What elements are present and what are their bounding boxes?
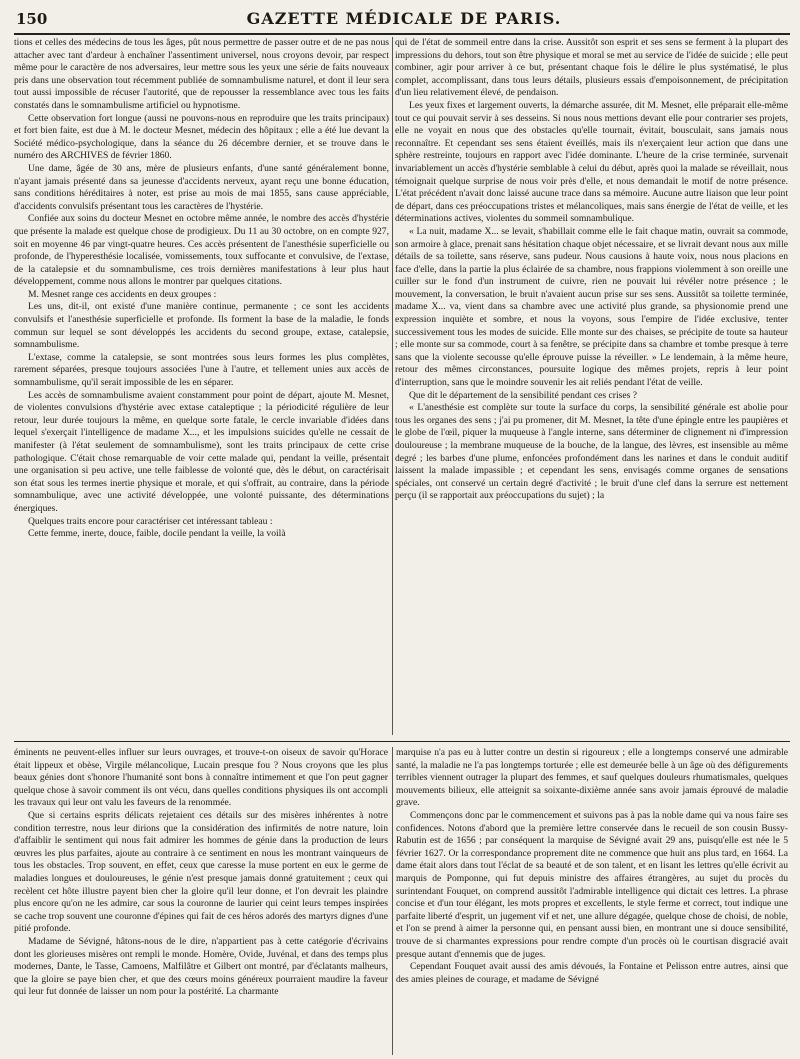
article-right-column	[395, 37, 788, 735]
feuilleton-paragraph: Commençons donc par le commencement et suivons pas à pas la noble dame qui va nous faire ses confidences. Notons d'abord que la première lettre conservée dans le recueil de son cousin Bussy-Rabutin est de 1656 ; par conséquent la marquise de Sévigné avait 29 ans, puisqu'elle est née le 5 février 1627. Or la correspondance proprement dite ne commence que huit ans plus tard, en 1664. La dame était alors dans tout l'éclat de sa beauté et de son talent, et en lisant les lettres qu'elle écrivit au marquis de Pomponne, qui fut depuis ministre des affaires étrangères, au sujet du procès du surintendant Fouquet, on comprend aussitôt l'admirable intelligence qui dictait ces lettres. La phrase concise et d'un tour élégant, les mots propres et excellents, le style ferme et correct, tout indique une parfaite liberté d'esprit, un jugement vif et net, une allure dégagée, quelque chose de choisi, de noble, et l'on se prend à aimer la personne qui, en pensant aussi bien, en montrant une si douce sensibilité, trouve de si charmantes expressions pour rendre compte d'un procès où le courtisan disgracié avait presque autant d'ennemis que de juges.	[396, 809, 788, 960]
article-paragraph: L'extase, comme la catalepsie, se sont montrées sous leurs formes les plus complètes, rarement séparées, presque toujours associées l'une à l'autre, et tellement unies aux accès de somnambulisme, qu'il serait impossible de les en séparer.	[14, 351, 389, 389]
running-header	[14, 6, 794, 32]
article-left-column	[14, 37, 389, 735]
article-paragraph: Que dit le département de la sensibilité pendant ces crises ?	[409, 389, 638, 401]
feuilleton-right-column	[396, 747, 788, 1055]
article-paragraph: Une dame, âgée de 30 ans, mère de plusieurs enfants, d'une santé généralement bonne, n'ayant jamais présenté dans sa jeunesse d'accidents nerveux, ayant reçu une bonne éducation, sans conditions héréditaires à noter, est prise au mois de mai 1855, sans cause appréciable, d'accidents convulsifs présentant tous les caractères de l'hystérie.	[14, 162, 389, 212]
article-paragraph: « L'anesthésie est complète sur toute la surface du corps, la sensibilité générale est abolie pour tous les organes des sens ; j'ai pu promener, dit M. Mesnet, la tête d'une épingle entre les paupières et le globe de l'œil, piquer la muqueuse à l'angle interne, sans déterminer de clignement ni d'impression douloureuse ; la membrane muqueuse de la bouche, de la langue, des lèvres, est insensible au même degré ; les barbes d'une plume, enfoncées profondément dans les narines et dans le conduit auditif laissent la malade impassible ; et cependant les sens, envisagés comme organes de sensations spéciales, ont conservé un certain degré d'activité ; le bruit d'une clef dans la serrure est nettement perçu (il se rapportait aux préoccupations du sujet) ; la	[395, 402, 788, 502]
feuilleton-column-divider	[392, 747, 393, 1055]
feuilleton-paragraph: éminents ne peuvent-elles influer sur leurs ouvrages, et trouve-t-on oiseux de savoir qu'Horace était lippeux et obèse, Virgile mélancolique, Lucain presque fou ? Nous croyons que les plus beaux génies dont s'honore l'humanité sont bons à connaître intimement et que l'on peut gagner quelque chose à savoir comment ils ont vécu, dans quelles conditions physiques ils ont accompli les travaux qui leur ont valu les faveurs de la renommée.	[14, 747, 388, 809]
article-paragraph: « La nuit, madame X... se levait, s'habillait comme elle le fait chaque matin, ouvrait sa commode, son armoire à glace, prenait sans hésitation chaque objet nécessaire, et se livrait devant nous aux mille détails de sa toilette, sans réserve, sans pudeur. Nous causions à haute voix, nous nous placions en face d'elle, dans la partie la plus éclairée de sa chambre, nous frappions violemment à son oreille une cuiller sur le fond d'un instrument de cuivre, rien ne pouvait lui révéler notre présence ; le mouvement, la conversation, le bruit n'avaient aucun prise sur ses sens. Aussitôt sa toilette terminée, madame X... va, vient dans sa chambre avec une activité plus grande, sa physionomie prend une expression inquiète et sombre, et nous la voyons, sous l'empire de l'idée exclusive, tenter successivement tous les modes de suicide. Elle monte sur des chaises, se précipite de toute sa hauteur ; elle monte sur sa commode, court à sa fenêtre, se précipite dans sa chambre et tombe presque à terre sans que la violente secousse qu'elle éprouve puisse la réveiller. » Le lendemain, à la même heure, retour des mêmes circonstances, poursuite logique des mêmes projets, repris à leur point d'interruption, sans que le moindre souvenir les ait reliés pendant l'état de veille.	[395, 225, 788, 389]
article-paragraph: M. Mesnet range ces accidents en deux groupes :	[28, 288, 217, 300]
article-paragraph: Confiée aux soins du docteur Mesnet en octobre même année, le nombre des accès d'hystérie que présente la malade est quelque chose de prodigieux. Du 11 au 30 octobre, on en compte 927, soit en moyenne 46 par vingt-quatre heures. Ces accès présentent de l'anesthésie superficielle ou profonde, de l'hyperesthésie localisée, vomissements, toux suffocante et convulsive, de l'extase, de la catalepsie et du somnambulisme, ces trois dernières manifestations à leur plus haut développement, comme nous allons le montrer par quelques citations.	[14, 213, 389, 288]
column-divider	[392, 37, 393, 735]
article-paragraph: Quelques traits encore pour caractériser cet intéressant tableau :	[28, 515, 273, 527]
feuilleton-paragraph: Madame de Sévigné, hâtons-nous de le dire, n'appartient pas à cette catégorie d'écrivains dont les glorieuses misères ont rempli le monde. Homère, Ovide, Juvénal, et dans des temps plus modernes, Dante, le Tasse, Camoens, Malfilâtre et Gilbert ont montré, par d'éclatants malheurs, que la gloire se paye bien cher, et que des cœurs moins généreux pourraient maudire la faveur qui leur fut donnée de laisser un nom pour la postérité. La charmante	[14, 935, 388, 998]
feuilleton-rule	[14, 741, 790, 742]
feuilleton-paragraph: marquise n'a pas eu à lutter contre un destin si rigoureux ; elle a longtemps conservé une admirable santé, la maladie ne l'a pas longtemps torturée ; elle est demeurée belle à un âge où des défigurements terribles viennent outrager la plupart des femmes, et sauf quelques douleurs rhumatismales, quelques mouvements bilieux, elle atteignit sa soixante-dixième année sans avoir jamais éprouvé de maladie grave.	[396, 747, 788, 809]
article-paragraph: tions et celles des médecins de tous les âges, pût nous permettre de passer outre et de ne pas nous attacher avec tant d'ardeur à enchaîner l'assentiment universel, nous croyons devoir, par respect même pour le caractère de nos adversaires, leur mettre sous les yeux une série de faits nouveaux pris dans une observation tout récemment publiée de somnambulisme naturel, et dont il leur sera tout aussi impossible de récuser l'autorité, que de repousser la ressemblance avec tous les faits constatés dans le somnambulisme artificiel ou hypnotisme.	[14, 37, 389, 111]
article-paragraph: Cette observation fort longue (aussi ne pouvons-nous en reproduire que les traits principaux) et fort bien faite, est due à M. le docteur Mesnet, médecin des hôpitaux ; elle a été lue devant la Société médico-psychologique, dans la séance du 26 décembre dernier, et se trouve dans le numéro des ARCHIVES de février 1860.	[14, 112, 389, 162]
article-paragraph: Les accès de somnambulisme avaient constamment pour point de départ, ajoute M. Mesnet, de violentes convulsions d'hystérie avec extase cataleptique ; la périodicité régulière de leur retour, leur durée toujours la même, en quelque sorte fatale, le cercle invariable d'idées dans lequel s'exerçait l'intelligence de madame X..., et les impulsions suicides qu'elle ne cessait de manifester (à l'état seulement de somnambulisme), sont les traits principaux de cette crise pathologique. C'était chose remarquable de voir cette malade qui, pendant la veille, présentait une organisation si peu active, une telle faiblesse de volonté que, dès le début, on caractérisait son état sous les termes inertie physique et morale, et qui s'offrait, au contraire, dans la période somnambulique, avec une activité développée, une volonté puissante, des déterminations énergiques.	[14, 389, 389, 514]
page-number: 150	[16, 10, 48, 28]
journal-title: GAZETTE MÉDICALE DE PARIS.	[246, 9, 562, 28]
article-paragraph: Les uns, dit-il, ont existé d'une manière continue, permanente ; ce sont les accidents convulsifs et l'anesthésie superficielle et profonde. Ils forment la base de la maladie, le fonds commun sur lequel se sont développés les accidents du second groupe, extase, catalepsie, somnambulisme.	[14, 301, 389, 351]
article-paragraph: qui de l'état de sommeil entre dans la crise. Aussitôt son esprit et ses sens se ferment à la plupart des impressions du dehors, tout son être physique et moral se met au service de l'idée de suicide ; elle peut combiner, agir pour arriver à ce but, présentant chaque fois le délire le plus systématisé, le plus complet, accomplissant, dans tous leurs détails, plusieurs essais d'empoisonnement, de précipitation d'un lieu relativement élevé, de pendaison.	[395, 37, 788, 99]
article-paragraph: Cette femme, inerte, douce, faible, docile pendant la veille, la voilà	[28, 528, 286, 540]
feuilleton-paragraph: Cependant Fouquet avait aussi des amis dévoués, la Fontaine et Pelisson entre autres, ainsi que des amies pleines de courage, et madame de Sévigné	[396, 961, 788, 985]
feuilleton-left-column	[14, 747, 388, 1055]
article-paragraph: Les yeux fixes et largement ouverts, la démarche assurée, dit M. Mesnet, elle préparait elle-même tout ce qui pouvait servir à ses desseins. Si nous nous mettions devant elle pour contrarier ses projets, elle ne voyait en nous que des obstacles qu'elle tournait, évitait, bousculait, sans jamais nous reconnaître. Et cependant ses sens étaient éveillés, mais ils n'exerçaient leur action que dans une sphère restreinte, toujours en rapport avec l'idée dominante. L'heure de la crise terminée, survenait invariablement un accès d'hystérie semblable à celui du début, après quoi la malade se réveillait, nous témoignait quelque surprise de nous voir près d'elle, et nous demandait le motif de notre présence. L'état précédent n'avait donc laissé aucune trace dans sa mémoire. Aucune autre liaison que leur point de départ, dans ces préoccupations tristes et mélancoliques, mais sans énergie de l'état de veille, et les déterminations actives, violentes du sommeil somnambulique.	[395, 99, 788, 225]
feuilleton-paragraph: Que si certains esprits délicats rejetaient ces détails sur des misères inhérentes à notre condition terrestre, nous leur dirions que la considération des infirmités de notre nature, loin d'affaiblir le sentiment qui nous fait admirer les hommes de génie dans la production de leurs œuvres les plus parfaites, ajoute au contraire à ce sentiment en nous les montrant vainqueurs de tous les obstacles. Trop souvent, en effet, ceux que caresse la muse portent en eux le germe de maladies longues et douloureuses, le génie n'est presque jamais donné gratuitement ; ceux qui recèlent cet hôte illustre payent bien cher la gloire qu'il leur donne, et l'on devrait les plaindre plus encore qu'on ne les admire, car sous la couronne de laurier qui ceint leurs tempes inspirées se cache trop souvent une couronne d'épines qui fait de ces héros adorés des martyrs dignes d'une pitié profonde.	[14, 809, 388, 935]
header-rule	[14, 33, 790, 35]
